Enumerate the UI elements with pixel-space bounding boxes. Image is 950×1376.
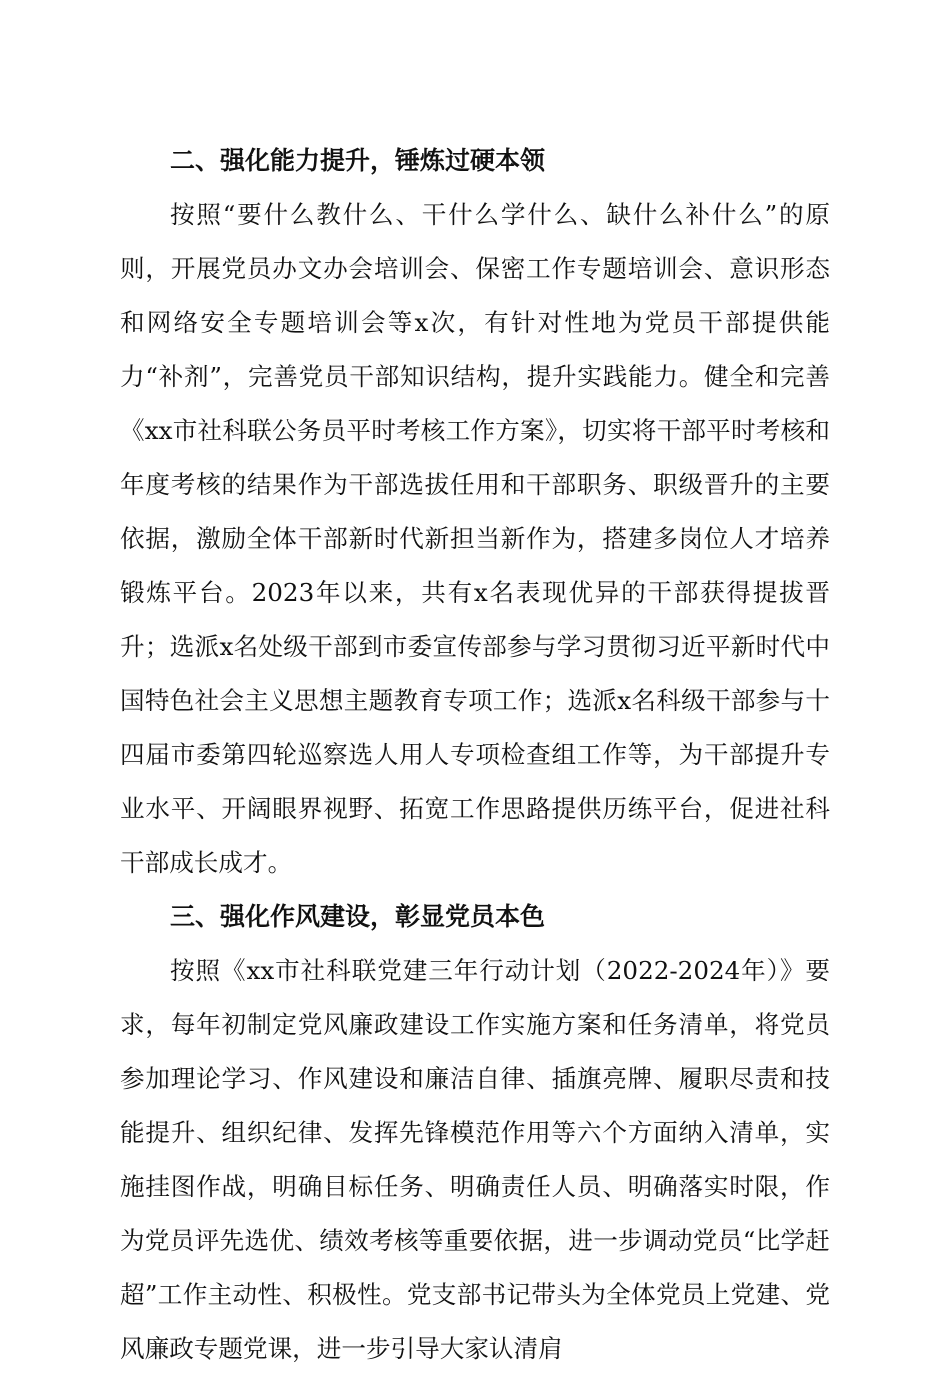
section-heading-style: 三、强化作风建设，彰显党员本色 [170,902,546,931]
section-heading-capability: 二、强化能力提升，锤炼过硬本领 [170,146,546,175]
document-body [120,134,830,1376]
section-paragraph-capability: 按照“要什么教什么、干什么学什么、缺什么补什么”的原则，开展党员办文办会培训会、保密工作专题培训会、意识形态和网络安全专题培训会等x次，有针对性地为党员干部提供能力“补剂”，完善党员干部知识结构，提升实践能力。健全和完善《xx市社科联公务员平时考核工作方案》，切实将干部平时考核和年度考核的结果作为干部选拔任用和干部职务、职级晋升的主要依据，激励全体干部新时代新担当新作为，搭建多岗位人才培养锻炼平台。2023年以来，共有x名表现优异的干部获得提拔晋升；选派x名处级干部到市委宣传部参与学习贯彻习近平新时代中国特色社会主义思想主题教育专项工作；选派x名科级干部参与十四届市委第四轮巡察选人用人专项检查组工作等，为干部提升专业水平、开阔眼界视野、拓宽工作思路提供历练平台，促进社科干部成长成才。 [120,200,830,877]
section-paragraph-style: 按照《xx市社科联党建三年行动计划（2022-2024年）》要求，每年初制定党风廉政建设工作实施方案和任务清单，将党员参加理论学习、作风建设和廉洁自律、插旗亮牌、履职尽责和技能提升、组织纪律、发挥先锋模范作用等六个方面纳入清单，实施挂图作战，明确目标任务、明确责任人员、明确落实时限，作为党员评先选优、绩效考核等重要依据，进一步调动党员“比学赶超”工作主动性、积极性。党支部书记带头为全体党员上党建、党风廉政专题党课，进一步引导大家认清肩 [120,956,830,1363]
